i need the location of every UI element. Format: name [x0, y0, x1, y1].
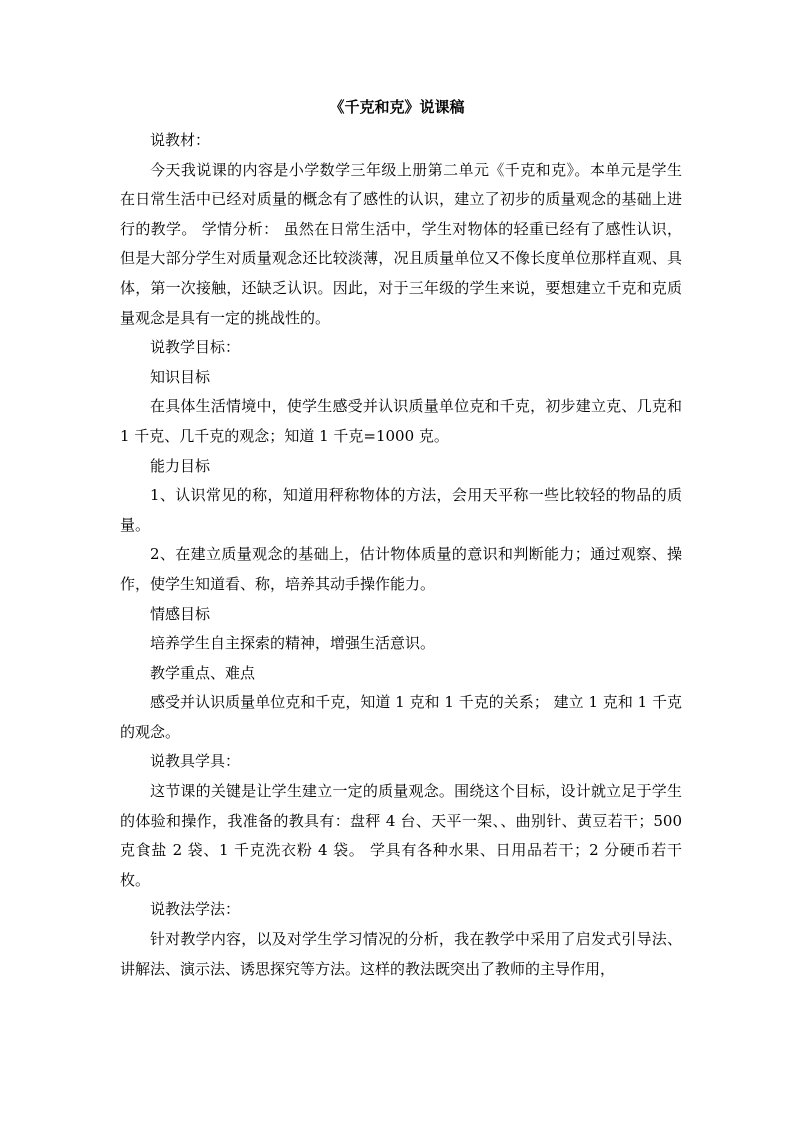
paragraph-ability-goal-1: 1、认识常见的称，知道用秤称物体的方法，会用天平称一些比较轻的物品的质量。	[120, 486, 682, 534]
heading-knowledge-goal: 知识目标	[150, 367, 211, 386]
paragraph-teaching-methods: 针对教学内容，以及对学生学习情况的分析，我在教学中采用了启发式引导法、讲解法、演示法、诱思探究等方法。这样的教法既突出了教师的主导作用，	[120, 930, 682, 978]
paragraph-emotion-goal: 培养学生自主探索的精神，增强生活意识。	[150, 634, 436, 653]
heading-emotion-goal: 情感目标	[150, 604, 211, 623]
heading-textbook: 说教材：	[150, 131, 211, 149]
paragraph-knowledge-goal: 在具体生活情境中，使学生感受并认识质量单位克和千克，初步建立克、几克和 1 千克、几千克的观念；知道 1 千克=1000 克。	[120, 397, 682, 445]
document-body	[120, 126, 682, 984]
paragraph-textbook: 今天我说课的内容是小学数学三年级上册第二单元《千克和克》。本单元是学生在日常生活中已经对质量的概念有了感性的认识，建立了初步的质量观念的基础上进行的教学。 学情分析： 虽然在日常生活中，学生对物体的轻重已经有了感性认识，但是大部分学生对质量观念还比较淡薄，况且质量单位又不像长度单位那样直观、具体，第一次接触，还缺乏认识。因此，对于三年级的学生来说，要想建立千克和克质量观念是具有一定的挑战性的。	[120, 160, 682, 327]
heading-ability-goal: 能力目标	[150, 456, 211, 475]
heading-teaching-aids: 说教具学具：	[150, 752, 241, 771]
paragraph-ability-goal-2: 2、在建立质量观念的基础上，估计物体质量的意识和判断能力；通过观察、操作，使学生知道看、称，培养其动手操作能力。	[120, 545, 682, 593]
paragraph-key-points: 感受并认识质量单位克和千克，知道 1 克和 1 千克的关系； 建立 1 克和 1 千克的观念。	[120, 693, 682, 741]
heading-teaching-goals: 说教学目标：	[150, 338, 241, 357]
document-title: 《千克和克》说课稿	[329, 98, 465, 116]
heading-key-points: 教学重点、难点	[150, 663, 256, 682]
heading-teaching-methods: 说教法学法：	[150, 900, 241, 919]
paragraph-teaching-aids: 这节课的关键是让学生建立一定的质量观念。围绕这个目标，设计就立足于学生的体验和操作，我准备的教具有：盘秤 4 台、天平一架、、曲别针、黄豆若干；500 克食盐 2 袋、1 千克洗衣粉 4 袋。 学具有各种水果、日用品若干；2 分硬币若干枚。	[120, 782, 682, 889]
